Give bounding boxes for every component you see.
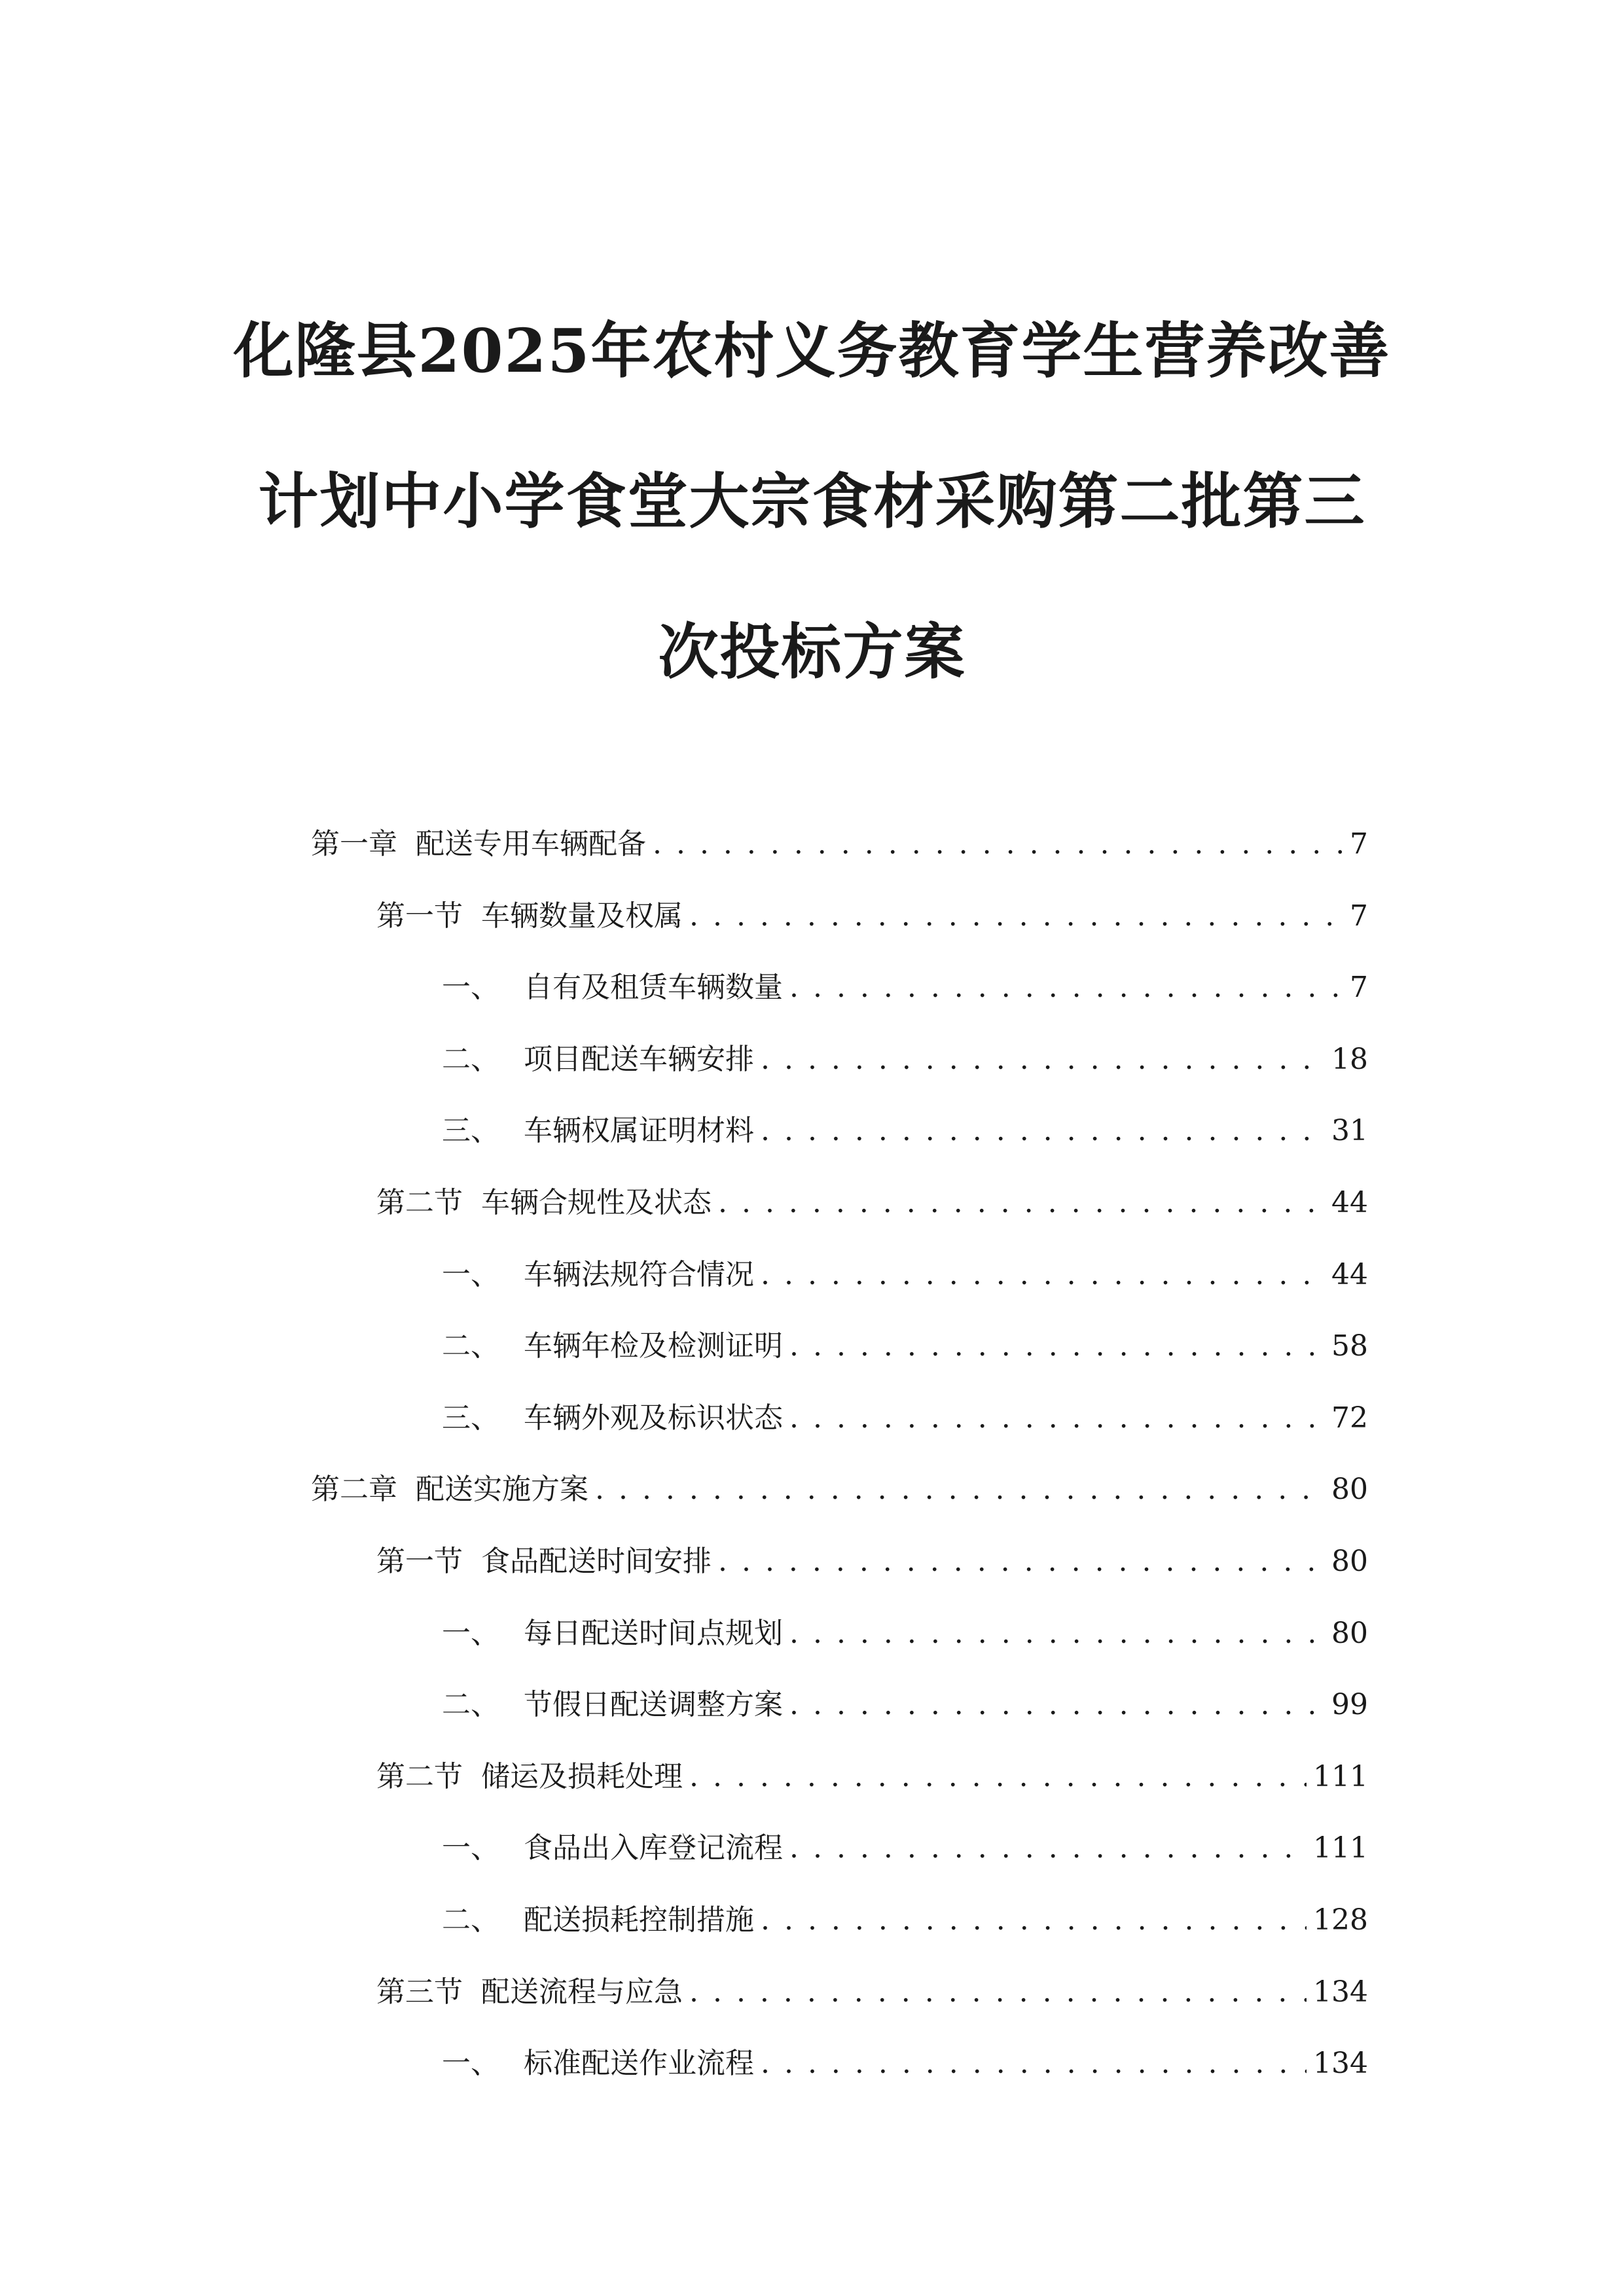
toc-leader-dots: [789, 1669, 1325, 1741]
toc-page-number: 80: [1331, 1616, 1368, 1650]
toc-leader-dots: [761, 2028, 1307, 2100]
toc-page-number: 111: [1313, 1759, 1368, 1793]
toc-entry-section[interactable]: [311, 1526, 1368, 1598]
title-line-2: 计划中小学食堂大宗食材采购第二批第三: [258, 466, 1366, 537]
toc-label: 食品配送时间安排: [481, 1544, 712, 1578]
toc-label: 配送实施方案: [416, 1473, 588, 1507]
toc-page-number: 18: [1331, 1042, 1368, 1076]
toc-leader-dots: [595, 1454, 1325, 1526]
toc-label: 食品出入库登记流程: [524, 1831, 783, 1865]
toc-leader-dots: [761, 1024, 1325, 1096]
toc-number: 一、: [442, 971, 499, 1005]
title-line-1: 化隆县2025年农村义务教育学生营养改善: [233, 315, 1391, 386]
toc-leader-dots: [761, 1884, 1307, 1956]
toc-leader-dots: [718, 1526, 1325, 1598]
toc-entry-subsection[interactable]: [311, 1812, 1368, 1884]
toc-label: 车辆权属证明材料: [524, 1114, 754, 1148]
toc-number: 三、: [442, 1401, 499, 1435]
toc-label: 车辆法规符合情况: [524, 1257, 754, 1291]
toc-label: 车辆外观及标识状态: [524, 1401, 783, 1435]
toc-label: 节假日配送调整方案: [524, 1688, 783, 1722]
toc-leader-dots: [789, 1598, 1325, 1670]
toc-page-number: 7: [1350, 827, 1368, 861]
toc-number: 一、: [442, 1257, 499, 1291]
toc-page-number: 134: [1313, 1975, 1368, 2009]
toc-page-number: 7: [1350, 899, 1368, 933]
toc-entry-chapter-1[interactable]: [311, 808, 1368, 880]
toc-leader-dots: [789, 952, 1342, 1024]
toc-label: 配送损耗控制措施: [524, 1903, 754, 1937]
toc-leader-dots: [789, 1812, 1307, 1884]
toc-page-number: 134: [1313, 2047, 1368, 2081]
toc-page-number: 99: [1331, 1688, 1368, 1722]
toc-leader-dots: [689, 1956, 1307, 2028]
toc-entry-subsection[interactable]: [311, 1669, 1368, 1741]
toc-leader-dots: [789, 1310, 1325, 1382]
toc-entry-subsection[interactable]: [311, 952, 1368, 1024]
toc-number: 一、: [442, 2047, 499, 2081]
toc-number: 二、: [442, 1329, 499, 1363]
toc-leader-dots: [653, 808, 1342, 880]
toc-label: 项目配送车辆安排: [524, 1042, 754, 1076]
toc-page-number: 80: [1331, 1544, 1368, 1578]
toc-label: 储运及损耗处理: [481, 1759, 683, 1793]
toc-entry-section[interactable]: [311, 1741, 1368, 1813]
toc-entry-subsection[interactable]: [311, 1024, 1368, 1096]
document-title: [0, 315, 1624, 772]
toc-label: 标准配送作业流程: [524, 2047, 754, 2081]
toc-label: 配送专用车辆配备: [416, 827, 646, 861]
toc-number: 二、: [442, 1042, 499, 1076]
toc-entry-section[interactable]: [311, 880, 1368, 952]
toc-page-number: 128: [1313, 1903, 1368, 1937]
toc-page-number: 31: [1331, 1114, 1368, 1148]
toc-number: 二、: [442, 1688, 499, 1722]
toc-entry-subsection[interactable]: [311, 1382, 1368, 1454]
toc-entry-section[interactable]: [311, 1167, 1368, 1239]
toc-number: 一、: [442, 1616, 499, 1650]
toc-label: 车辆年检及检测证明: [524, 1329, 783, 1363]
toc-number: 二、: [442, 1903, 499, 1937]
toc-number: 第二节: [376, 1185, 463, 1219]
toc-label: 自有及租赁车辆数量: [524, 971, 783, 1005]
toc-leader-dots: [689, 1741, 1307, 1813]
toc-number: 第二章: [311, 1473, 397, 1507]
toc-number: 三、: [442, 1114, 499, 1148]
toc-entry-subsection[interactable]: [311, 1884, 1368, 1956]
toc-page-number: 80: [1331, 1473, 1368, 1507]
toc-number: 第二节: [376, 1759, 463, 1793]
toc-leader-dots: [718, 1167, 1325, 1239]
toc-page-number: 44: [1331, 1257, 1368, 1291]
toc-label: 每日配送时间点规划: [524, 1616, 783, 1650]
toc-label: 车辆合规性及状态: [481, 1185, 712, 1219]
table-of-contents: [311, 808, 1368, 2100]
toc-number: 第一节: [376, 899, 463, 933]
toc-number: 第一节: [376, 1544, 463, 1578]
toc-entry-subsection[interactable]: [311, 2028, 1368, 2100]
toc-page-number: 72: [1331, 1401, 1368, 1435]
toc-entry-subsection[interactable]: [311, 1598, 1368, 1670]
toc-number: 一、: [442, 1831, 499, 1865]
toc-entry-section[interactable]: [311, 1956, 1368, 2028]
toc-number: 第一章: [311, 827, 397, 861]
toc-number: 第三节: [376, 1975, 463, 2009]
toc-leader-dots: [761, 1095, 1325, 1167]
toc-entry-chapter-2[interactable]: [311, 1454, 1368, 1526]
toc-entry-subsection[interactable]: [311, 1095, 1368, 1167]
toc-leader-dots: [761, 1239, 1325, 1311]
toc-page-number: 58: [1331, 1329, 1368, 1363]
toc-page-number: 7: [1350, 971, 1368, 1005]
toc-page-number: 44: [1331, 1185, 1368, 1219]
toc-leader-dots: [689, 880, 1342, 952]
title-line-3: 次投标方案: [658, 617, 966, 687]
toc-label: 配送流程与应急: [481, 1975, 683, 2009]
toc-page-number: 111: [1313, 1831, 1368, 1865]
toc-entry-subsection[interactable]: [311, 1239, 1368, 1311]
toc-label: 车辆数量及权属: [481, 899, 683, 933]
toc-entry-subsection[interactable]: [311, 1310, 1368, 1382]
toc-leader-dots: [789, 1382, 1325, 1454]
